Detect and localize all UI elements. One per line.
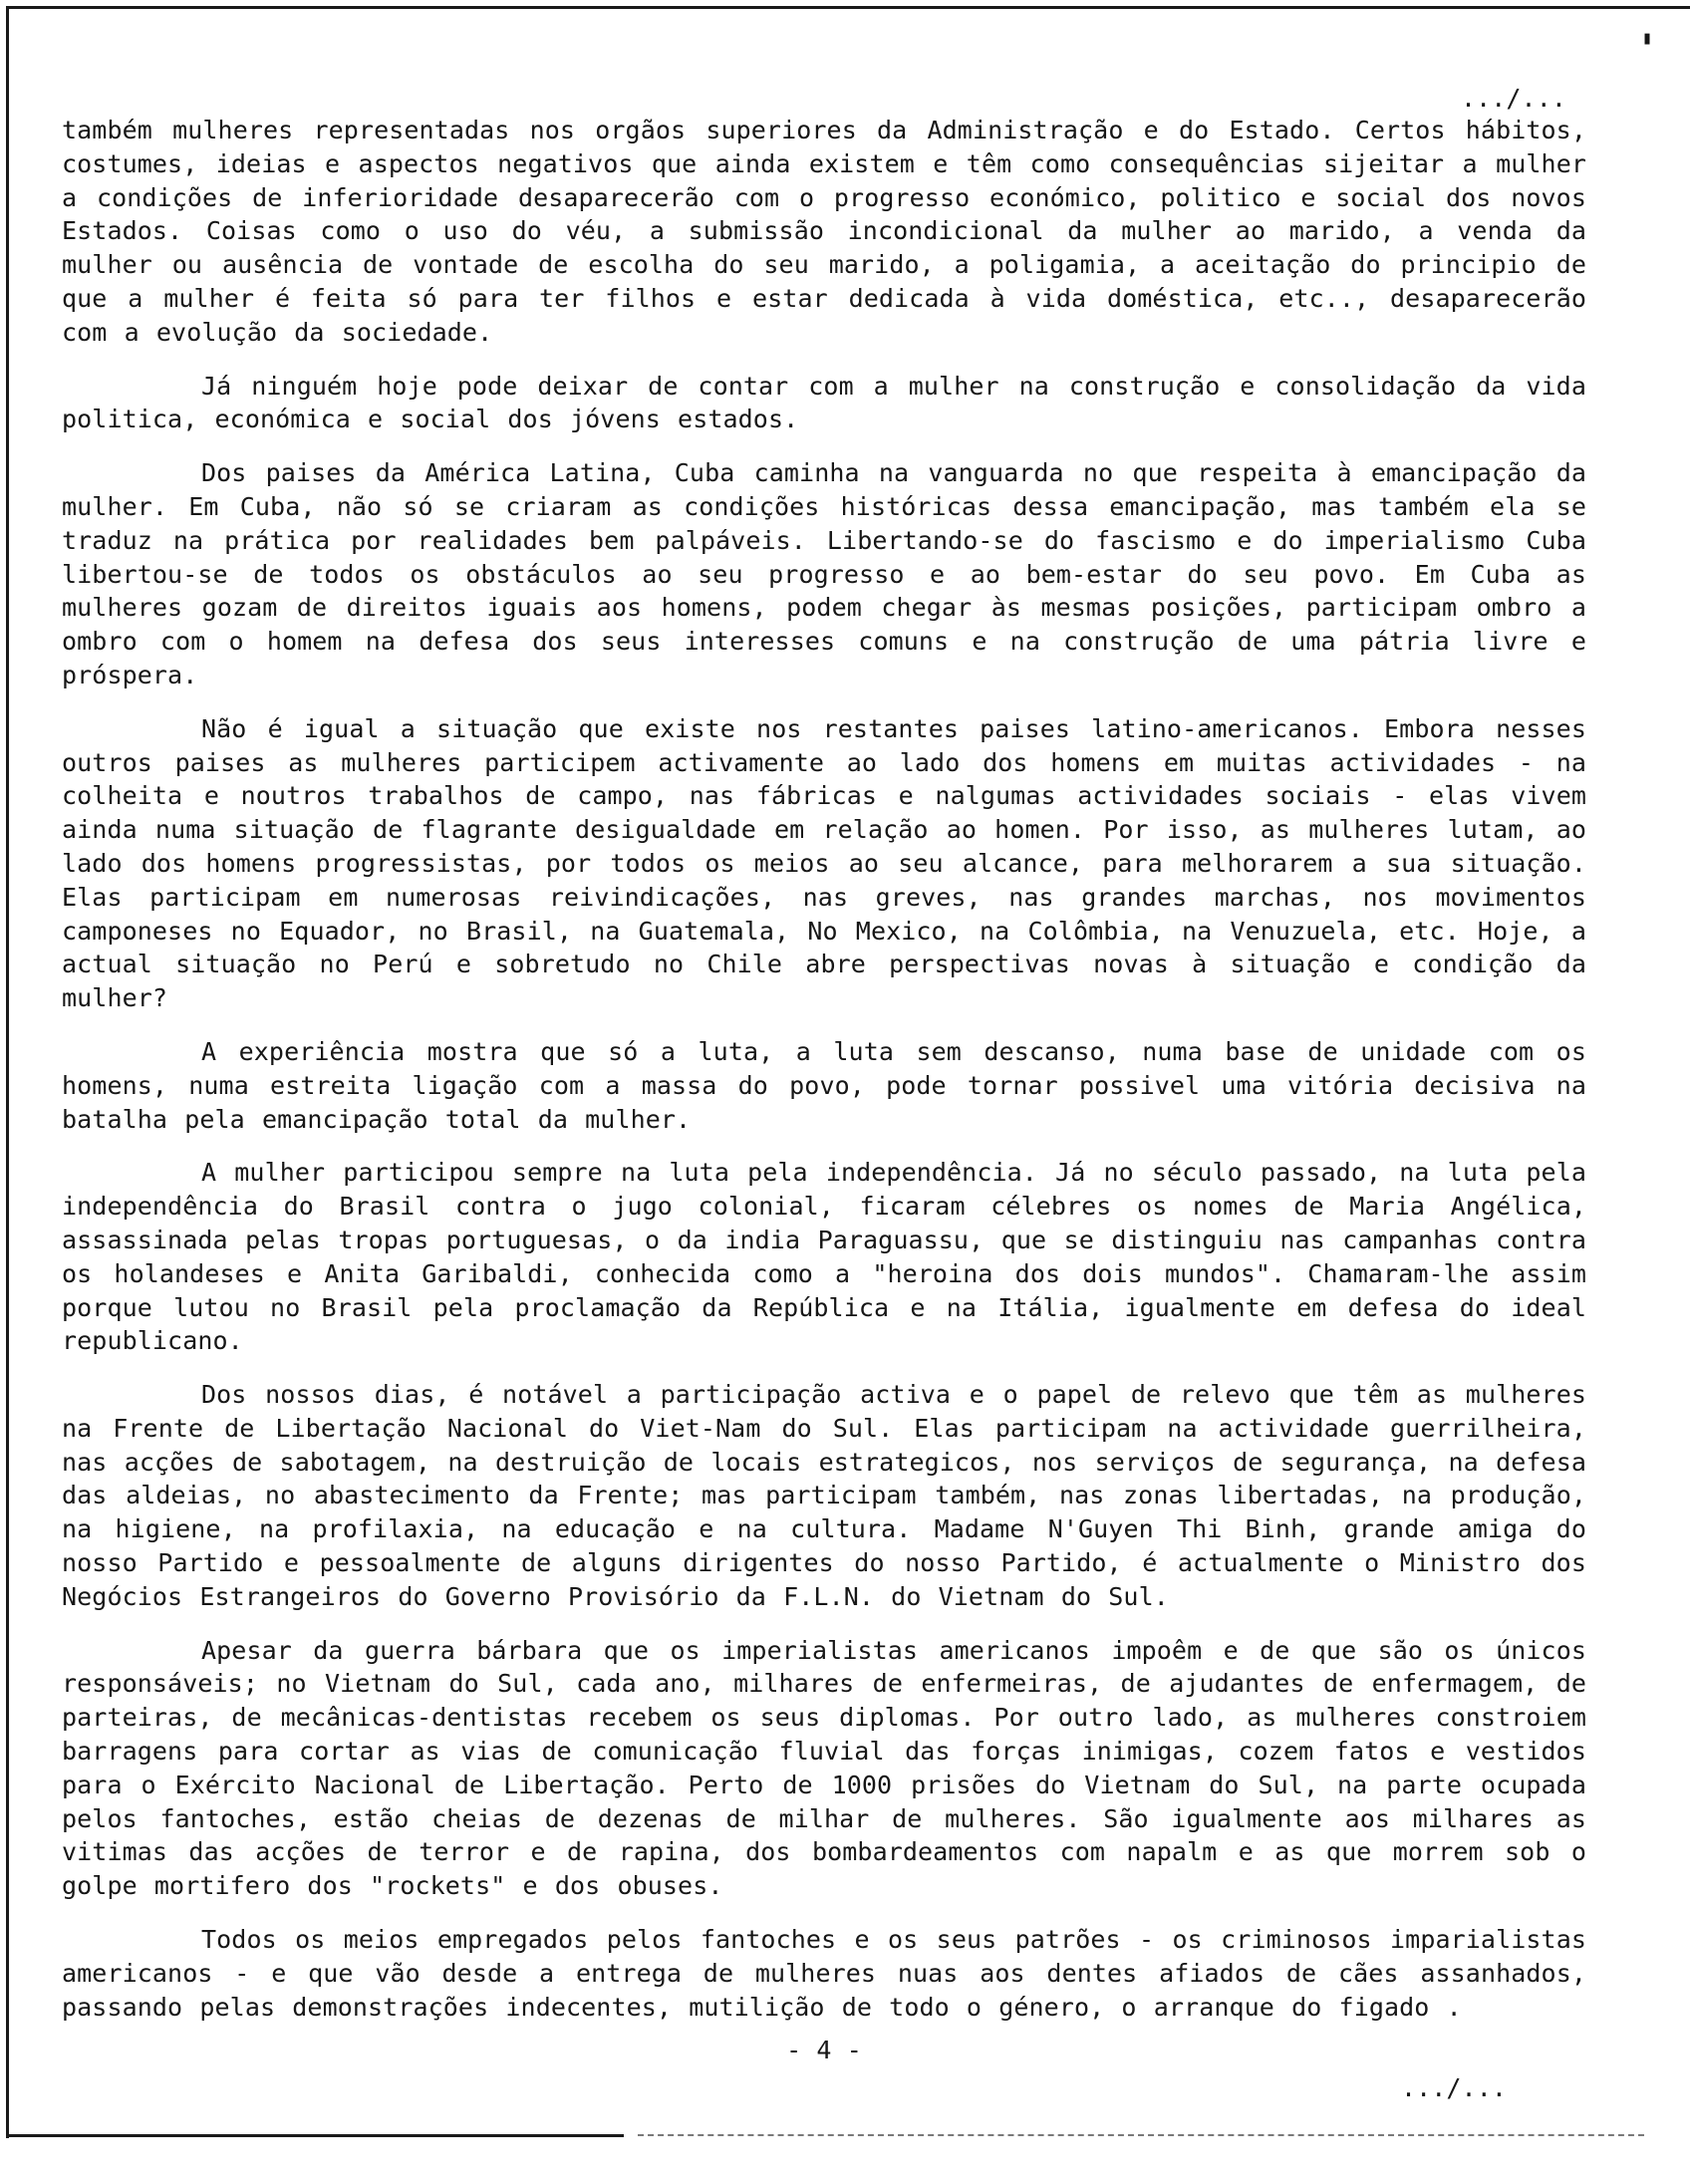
scan-border-left — [6, 6, 9, 2138]
scan-border-bottom — [6, 2134, 624, 2137]
page-number: - 4 - — [786, 2036, 862, 2065]
paragraph-7: Dos nossos dias, é notável a participação activa e o papel de relevo que têm as mulheres na Frente de Libertação Nacional do Viet-Nam do Sul. Elas participam na actividade guerrilheira, nas acções de sabotagem, na destruição de locais estrategicos, nos serviços de segurança, na defesa das aldeias, no abastecimento da Frente; mas participam também, nas zonas libertadas, na produção, na higiene, na profilaxia, na educação e na cultura. Madame N'Guyen Thi Binh, grande amiga do nosso Partido e pessoalmente de alguns dirigentes do nosso Partido, é actualmente o Ministro dos Negócios Estrangeiros do Governo Provisório da F.L.N. do Vietnam do Sul. — [62, 1380, 1586, 1611]
document-page — [62, 84, 1586, 2103]
paragraph-2: Já ninguém hoje pode deixar de contar com a mulher na construção e consolidação da vida politica, económica e social dos jóvens estados. — [62, 371, 1586, 434]
paragraph-1: também mulheres representadas nos orgãos superiores da Administração e do Estado. Certos hábitos, costumes, ideias e aspectos negativos que ainda existem e têm como consequências sijeitar a mulher a condições de inferioridade desaparecerão com o progresso económico, politico e social dos novos Estados. Coisas como o uso do véu, a submissão incondicional da mulher ao marido, a venda da mulher ou ausência de vontade de escolha do seu marido, a poligamia, a aceitação do principio de que a mulher é feita só para ter filhos e estar dedicada à vida doméstica, etc.., desaparecerão com a evolução da sociedade. — [62, 116, 1586, 347]
continuation-mark-top: .../... — [1460, 84, 1566, 113]
paragraph-4: Não é igual a situação que existe nos restantes paises latino-americanos. Embora nesses outros paises as mulheres participem activamente ao lado dos homens em muitas actividades - na colheita e noutros trabalhos de campo, nas fábricas e nalgumas actividades sociais - elas vivem ainda numa situação de flagrante desigualdade em relação ao homen. Por isso, as mulheres lutam, ao lado dos homens progressistas, por todos os meios ao seu alcance, para melhorarem a sua situação. Elas participam em numerosas reivindicações, nas greves, nas grandes marchas, nos movimentos camponeses no Equador, no Brasil, na Guatemala, No Mexico, na Colômbia, na Venuzuela, etc. Hoje, a actual situação no Perú e sobretudo no Chile abre perspectivas novas à situação e condição da mulher? — [62, 713, 1586, 1013]
paragraph-6: A mulher participou sempre na luta pela independência. Já no século passado, na luta pela independência do Brasil contra o jugo colonial, ficaram célebres os nomes de Maria Angélica, assassinada pelas tropas portuguesas, o da india Paraguassu, que se distinguiu nas campanhas contra os holandeses e Anita Garibaldi, conhecida como a "heroina dos dois mundos". Chamaram-lhe assim porque lutou no Brasil pela proclamação da República e na Itália, igualmente em defesa do ideal republicano. — [62, 1158, 1586, 1356]
paragraph-3: Dos paises da América Latina, Cuba caminha na vanguarda no que respeita à emancipação da mulher. Em Cuba, não só se criaram as condições históricas dessa emancipação, mas também ela se traduz na prática por realidades bem palpáveis. Libertando-se do fascismo e do imperialismo Cuba libertou-se de todos os obstáculos ao seu progresso e ao bem-estar do seu povo. Em Cuba as mulheres gozam de direitos iguais aos homens, podem chegar às mesmas posições, participam ombro a ombro com o homem na defesa dos seus interesses comuns e na construção de uma pátria livre e próspera. — [62, 458, 1586, 689]
corner-ink-mark: ' — [1635, 27, 1660, 73]
scan-border-bottom-dashed — [638, 2134, 1644, 2136]
continuation-mark-bottom: .../... — [1400, 2073, 1507, 2103]
scan-border-top — [6, 6, 1690, 9]
paragraph-8: Apesar da guerra bárbara que os imperialistas americanos impoêm e de que são os únicos responsáveis; no Vietnam do Sul, cada ano, milhares de enfermeiras, de ajudantes de enfermagem, de parteiras, de mecânicas-dentistas recebem os seus diplomas. Por outro lado, as mulheres constroiem barragens para cortar as vias de comunicação fluvial das forças inimigas, cozem fatos e vestidos para o Exército Nacional de Libertação. Perto de 1000 prisões do Vietnam do Sul, na parte ocupada pelos fantoches, estão cheias de dezenas de milhar de mulheres. São igualmente aos milhares as vitimas das acções de terror e de rapina, dos bombardeamentos com napalm e as que morrem sob o golpe mortifero dos "rockets" e dos obuses. — [62, 1635, 1586, 1901]
paragraph-9: Todos os meios empregados pelos fantoches e os seus patrões - os criminosos imparialistas americanos - e que vão desde a entrega de mulheres nuas aos dentes afiados de cães assanhados, passando pelas demonstrações indecentes, mutilição de todo o género, o arranque do figado . — [62, 1925, 1586, 2022]
paragraph-5: A experiência mostra que só a luta, a luta sem descanso, numa base de unidade com os homens, numa estreita ligação com a massa do povo, pode tornar possivel uma vitória decisiva na batalha pela emancipação total da mulher. — [62, 1036, 1586, 1134]
